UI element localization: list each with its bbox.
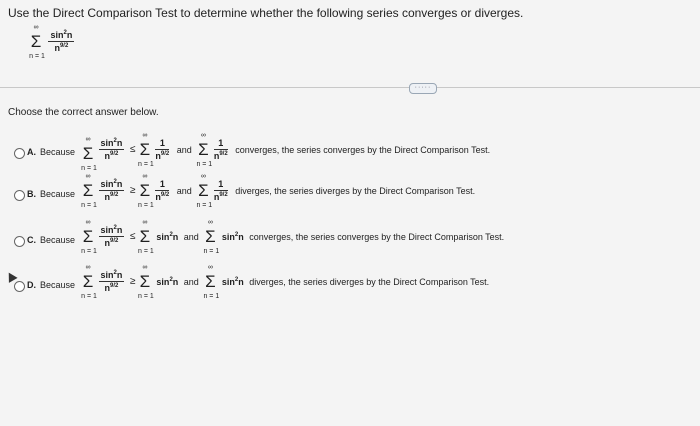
- option-b-expression: ∞ Σ n = 1 $\frac{\sin^2n}{n^{9/2}}$ ≥ ∞ Σ n = 1 $\frac{1}{n^{9/2}}$ and ∞ Σ n = 1 $\frac{1}{n^{9/2}}$ diverges, the series diverges by the Direct Comparison Test.: [81, 173, 476, 209]
- question-text: Use the Direct Comparison Test to determine whether the following series converges or diverges.: [8, 6, 524, 20]
- sigma-symbol: ∞ Σ n = 1: [29, 24, 45, 60]
- option-d-expression: ∞ Σ n = 1 $\frac{\sin^2n}{n^{9/2}}$ ≥ ∞ Σ n = 1 $\sin^2n$ and ∞ Σ n = 1 $\sin^2n$ diverges, the series diverges by the Direct Comparison Test.: [81, 264, 490, 300]
- answer-option-b[interactable]: B. Because ∞ Σ n = 1 $\frac{\sin^2n}{n^{9/2}}$ ≥ ∞ Σ n = 1 $\frac{1}{n^{9/2}}$ and ∞ Σ n = 1 $\frac{1}{n^{9/2}}$ diverges, the series diverges by the Direct Comparison Test.: [14, 179, 694, 209]
- radio-button-b[interactable]: [14, 190, 25, 201]
- main-series: [29, 24, 76, 60]
- answer-option-c[interactable]: C. Because ∞ Σ n = 1 $\frac{\sin^2n}{n^{9/2}}$ ≤ ∞ Σ n = 1 $\sin^2n$ and ∞ Σ n = 1 $\sin^2n$ converges, the series converges by the Direct Comparison Test.: [14, 225, 694, 255]
- radio-button-c[interactable]: [14, 236, 25, 247]
- answer-prompt: Choose the correct answer below.: [8, 107, 159, 118]
- answer-option-a[interactable]: A. Because ∞ Σ n = 1 $\frac{\sin^2n}{n^{9/2}}$ ≤ ∞ Σ n = 1 $\frac{1}{n^{9/2}}$ and ∞ Σ n = 1 $\frac{1}{n^{9/2}}$ converges, the series converges by the Direct Comparison Test.: [14, 137, 694, 167]
- series-fraction: $\frac{\sin^2n}{n^{9/2}}$: [50, 30, 73, 53]
- radio-button-d[interactable]: [14, 281, 25, 292]
- radio-button-a[interactable]: [14, 148, 25, 159]
- more-options-button[interactable]: ·····: [409, 83, 437, 94]
- option-a-expression: ∞ Σ n = 1 $\frac{\sin^2n}{n^{9/2}}$ ≤ ∞ Σ n = 1 $\frac{1}{n^{9/2}}$ and ∞ Σ n = 1 $\frac{1}{n^{9/2}}$ converges, the series converges by the Direct Comparison Test.: [81, 132, 491, 172]
- answer-option-d[interactable]: D. Because ∞ Σ n = 1 $\frac{\sin^2n}{n^{9/2}}$ ≥ ∞ Σ n = 1 $\sin^2n$ and ∞ Σ n = 1 $\sin^2n$ diverges, the series diverges by the Direct Comparison Test.: [14, 270, 694, 300]
- section-divider: [0, 83, 700, 93]
- option-c-expression: ∞ Σ n = 1 $\frac{\sin^2n}{n^{9/2}}$ ≤ ∞ Σ n = 1 $\sin^2n$ and ∞ Σ n = 1 $\sin^2n$ converges, the series converges by the Direct Comparison Test.: [81, 219, 505, 255]
